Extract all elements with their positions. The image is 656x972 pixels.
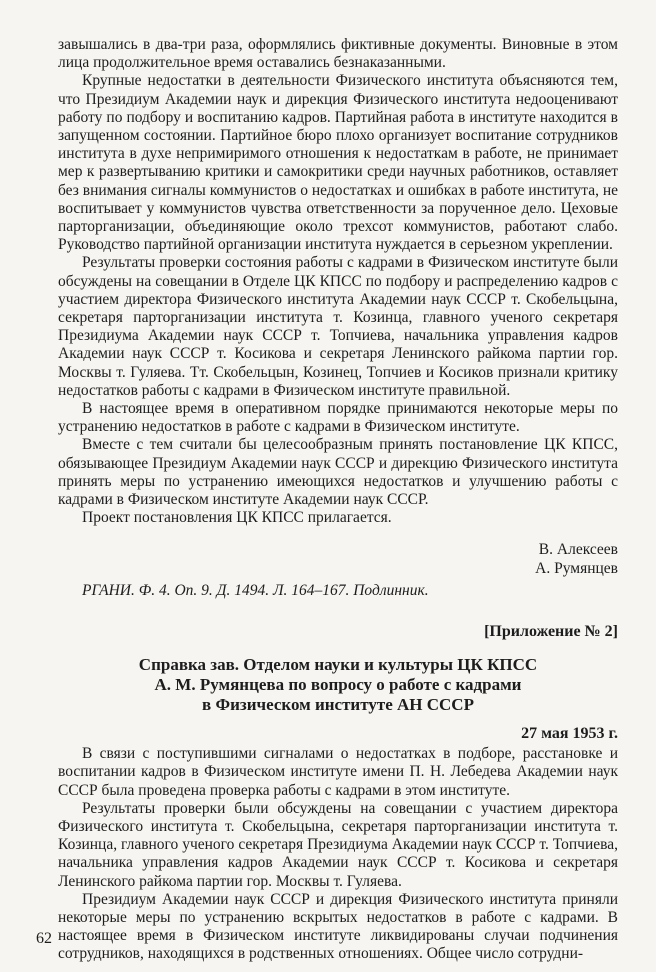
page-number: 62 xyxy=(36,930,52,947)
paragraph-shortcomings: Крупные недостатки в деятельности Физического института объясняются тем, что Президиум Академии наук и дирекция Физического института недооценивают работу по подбору и воспитанию кадров. Партийная работа в институте находится в запущенном состоянии. Партийное бюро плохо организует воспитание сотрудников института в духе непримиримого отношения к недостаткам в работе, не принимает мер к развертыванию критики и самокритики среди научных работников, оставляет без внимания сигналы коммунистов о недостатках и ошибках в работе института, не воспитывает у коммунистов чувства ответственности за порученное дело. Цеховые парторганизации, объединяющие около трехсот коммунистов, работают слабо. Руководство партийной организации института нуждается в серьезном укреплении. xyxy=(58,72,619,254)
paragraph-resolution-proposal: Вместе с тем считали бы целесообразным принять постановление ЦК КПСС, обязывающее Президиум Академии наук СССР и дирекцию Физического института принять меры по устранению имеющихся недостатков и улучшению работы с кадрами в Физическом институте Академии наук СССР. xyxy=(58,436,618,509)
appendix-label: [Приложение № 2] xyxy=(484,622,618,640)
paragraph-meeting-results: Результаты проверки состояния работы с кадрами в Физическом институте были обсуждены на совещании в Отделе ЦК КПСС по подбору и распределению кадров с участием директора Физического института Академии наук СССР т. Скобельцына, секретаря парторганизации института т. Козинца, главного ученого секретаря Президиума Академии наук СССР т. Топчиева, начальника управления кадров Академии наук СССР т. Косикова и секретаря Ленинского райкома партии гор. Москвы т. Гуляева. Тт. Скобельцын, Козинец, Топчиев и Косиков признали критику недостатков работы с кадрами в Физическом институте правильной. xyxy=(58,254,618,399)
signature-alekseev: В. Алексеев xyxy=(538,541,618,559)
page-content xyxy=(58,36,618,964)
paragraph-discussion: Результаты проверки были обсуждены на совещании с участием директора Физического института т. Скобельцына, секретаря парторганизации института т. Козинца, главного ученого секретаря Президиума Академии наук СССР т. Топчиева, начальника управления кадров Академии наук СССР т. Косикова и секретаря Ленинского райкома партии гор. Москвы т. Гуляева. xyxy=(58,799,618,890)
document-title xyxy=(58,655,618,715)
paragraph-measures-taken: Президиум Академии наук СССР и дирекция Физического института приняли некоторые меры по устранению вскрытых недостатков в работе с кадрами. В настоящее время в Физическом институте ликвидированы случаи подчинения сотрудников, находящихся в родственных отношениях. Общее число сотрудни- xyxy=(58,890,618,963)
document-date: 27 мая 1953 г. xyxy=(521,724,618,742)
title-line-2: А. М. Румянцева по вопросу о работе с кадрами xyxy=(154,674,522,694)
archive-source: РГАНИ. Ф. 4. Оп. 9. Д. 1494. Л. 164–167. Подлинник. xyxy=(82,582,429,600)
paragraph-current-measures: В настоящее время в оперативном порядке принимаются некоторые меры по устранению недостатков в работе с кадрами в Физическом институте. xyxy=(58,400,618,436)
signature-rumyantsev: А. Румянцев xyxy=(535,559,618,577)
title-line-3: в Физическом институте АН СССР xyxy=(202,694,474,714)
title-line-1: Справка зав. Отделом науки и культуры ЦК КПСС xyxy=(138,654,538,674)
signature-block xyxy=(58,541,618,578)
paragraph-signals: В связи с поступившими сигналами о недостатках в подборе, расстановке и воспитании кадров в Физическом институте имени П. Н. Лебедева Академии наук СССР была проведена проверка работы с кадрами в этом институте. xyxy=(58,745,618,799)
paragraph-continuation: завышались в два-три раза, оформлялись фиктивные документы. Виновные в этом лица продолжительное время оставались безнаказанными. xyxy=(58,36,618,72)
paragraph-draft-attached: Проект постановления ЦК КПСС прилагается. xyxy=(82,509,392,527)
